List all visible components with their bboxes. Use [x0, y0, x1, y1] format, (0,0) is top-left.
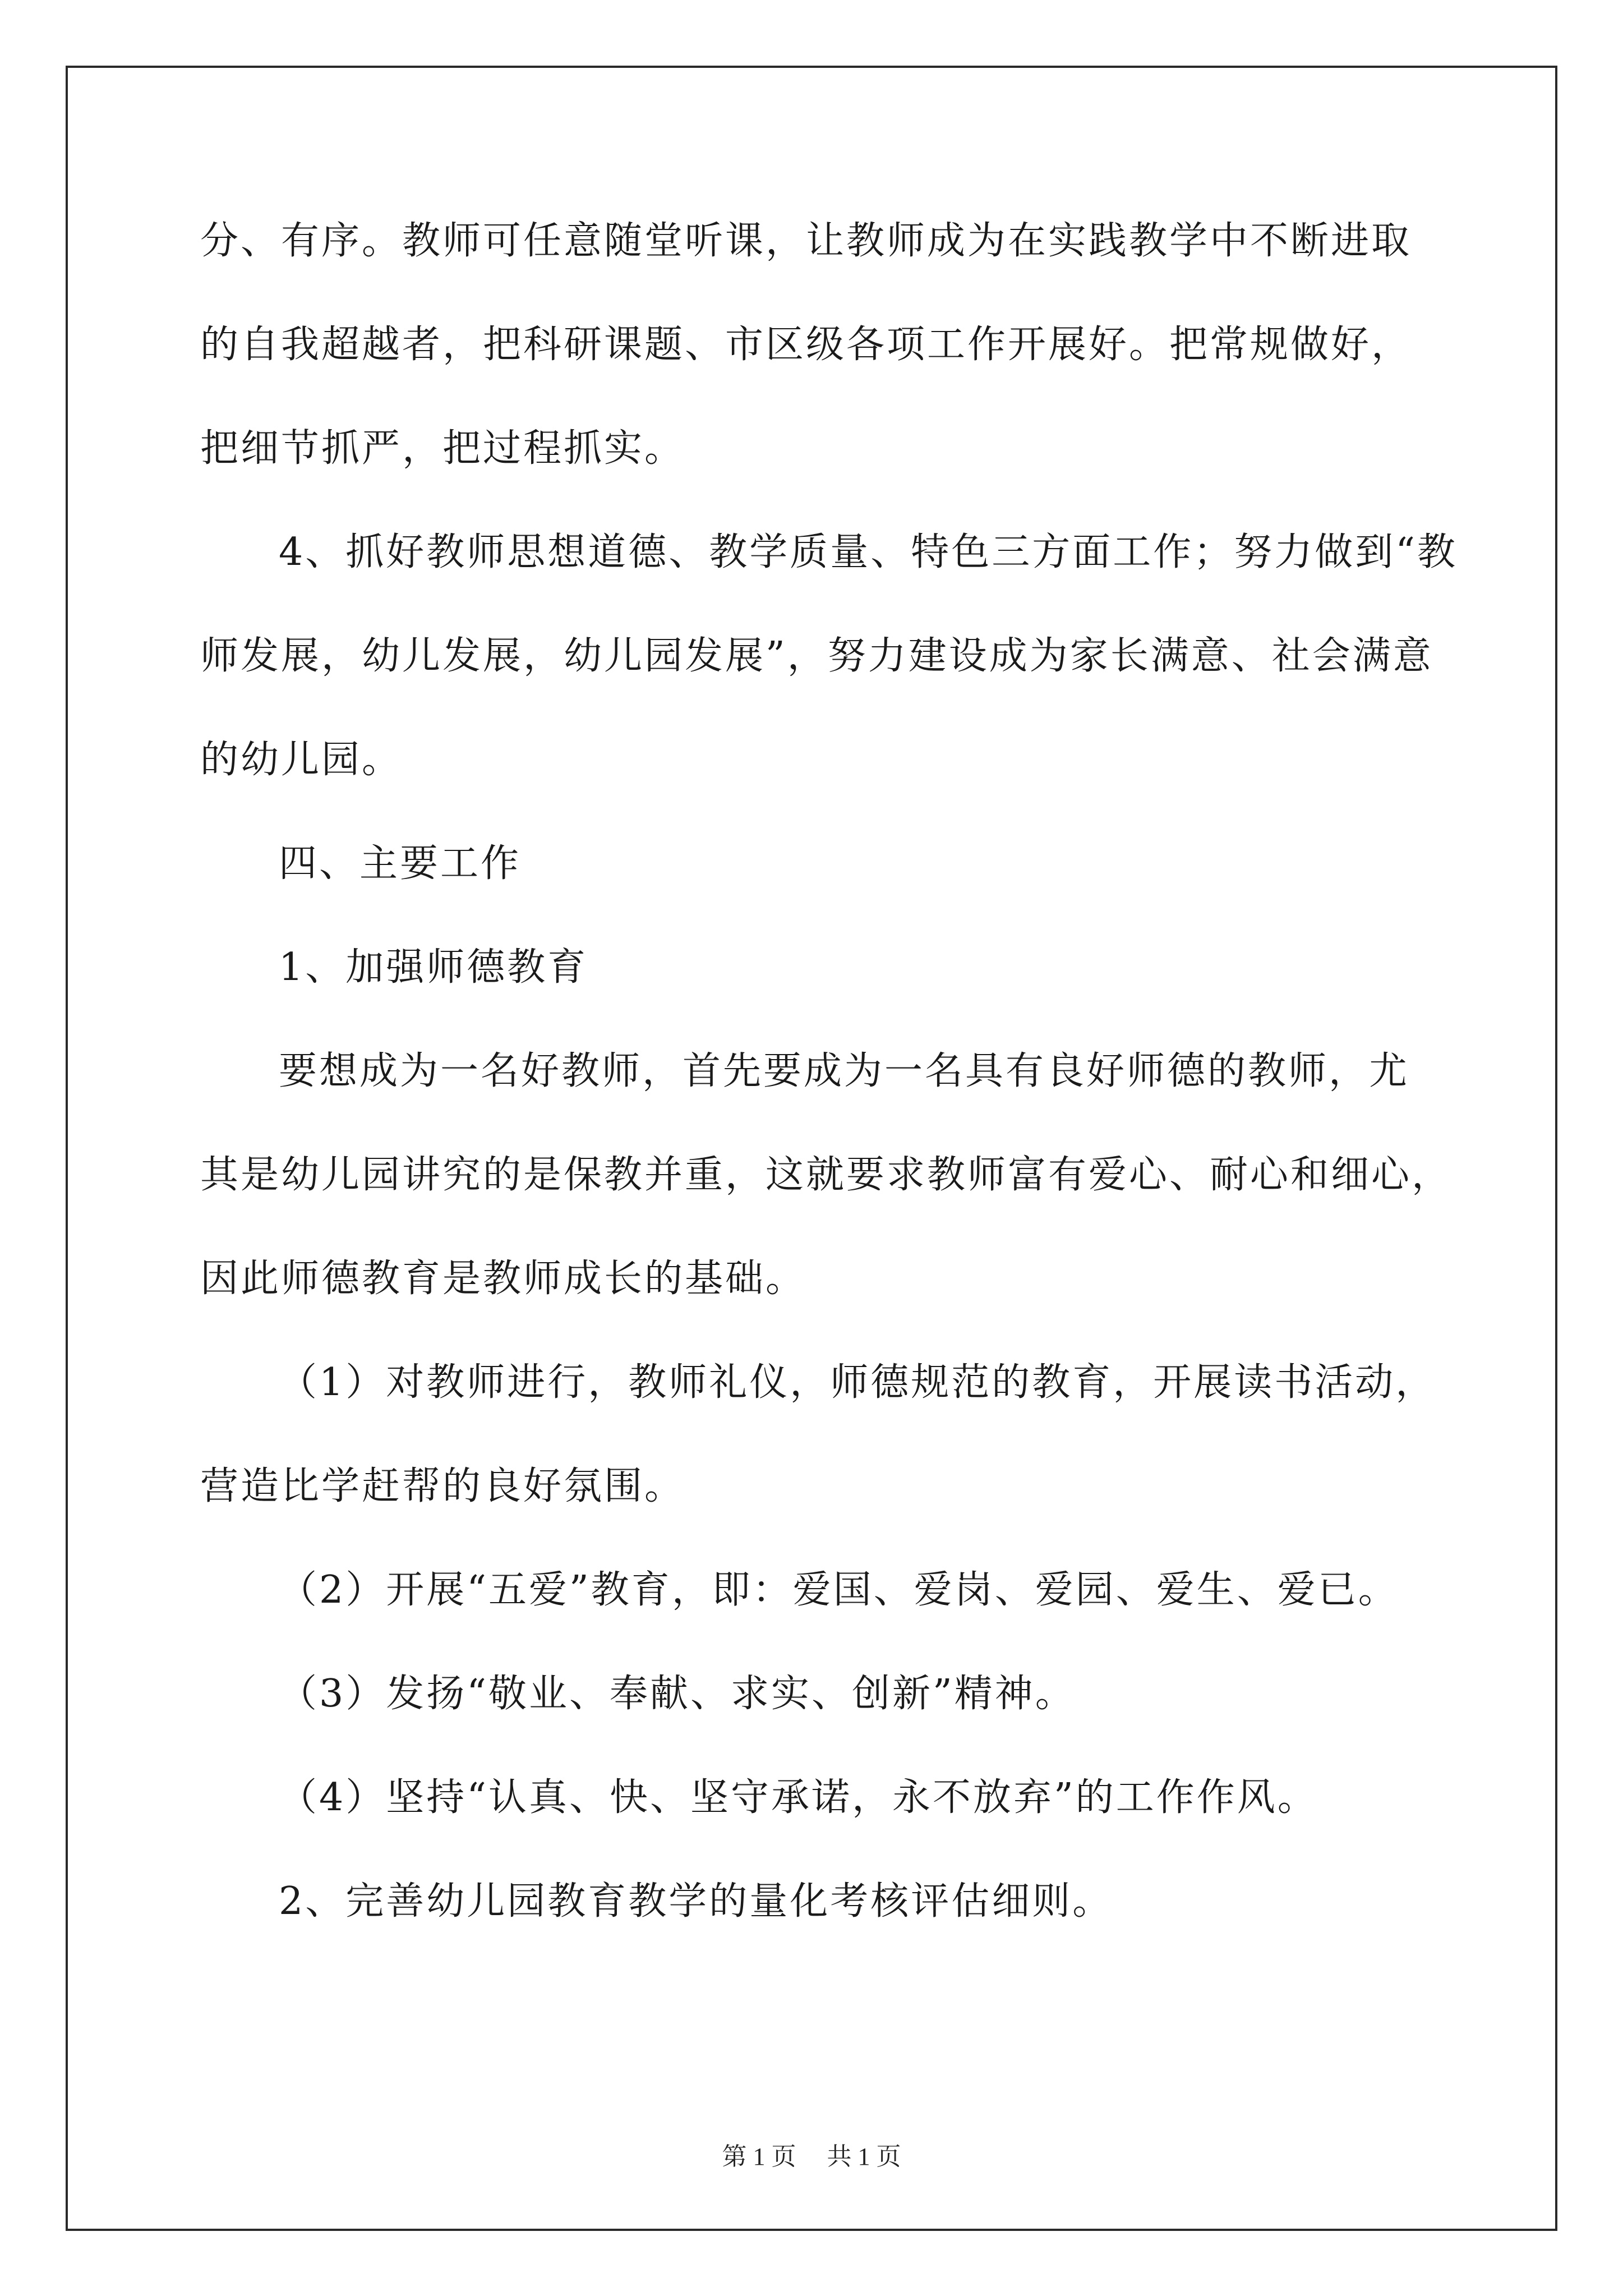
subsection-heading: 1、加强师德教育: [279, 945, 588, 990]
text-line: （2）开展“五爱”教育，即：爱国、爱岗、爱园、爱生、爱已。: [279, 1568, 1399, 1612]
text-line: 要想成为一名好教师，首先要成为一名具有良好师德的教师，尤: [279, 1049, 1410, 1093]
text-line: （1）对教师进行，教师礼仪，师德规范的教育，开展读书活动，: [279, 1360, 1436, 1405]
text-line: 因此师德教育是教师成长的基础。: [200, 1257, 806, 1301]
text-line: 师发展，幼儿发展，幼儿园发展”，努力建设成为家长满意、社会满意: [200, 634, 1433, 678]
text-line: 4、抓好教师思想道德、教学质量、特色三方面工作；努力做到“教: [279, 530, 1458, 574]
text-line: 的自我超越者，把科研课题、市区级各项工作开展好。把常规做好，: [200, 323, 1412, 367]
text-line: 营造比学赶帮的良好氛围。: [200, 1464, 685, 1508]
text-line: 分、有序。教师可任意随堂听课，让教师成为在实践教学中不断进取: [200, 219, 1412, 263]
text-line: 的幼儿园。: [200, 738, 403, 782]
section-heading: 四、主要工作: [279, 841, 522, 886]
text-line: （4）坚持“认真、快、坚守承诺，永不放弃”的工作作风。: [279, 1775, 1318, 1820]
text-line: 其是幼儿园讲究的是保教并重，这就要求教师富有爱心、耐心和细心，: [200, 1153, 1453, 1197]
subsection-heading: 2、完善幼儿园教育教学的量化考核评估细则。: [279, 1879, 1113, 1924]
text-line: （3）发扬“敬业、奉献、求实、创新”精神。: [279, 1672, 1076, 1716]
page-number: 第 1 页 共 1 页: [722, 2143, 901, 2170]
text-line: 把细节抓严，把过程抓实。: [200, 426, 685, 471]
